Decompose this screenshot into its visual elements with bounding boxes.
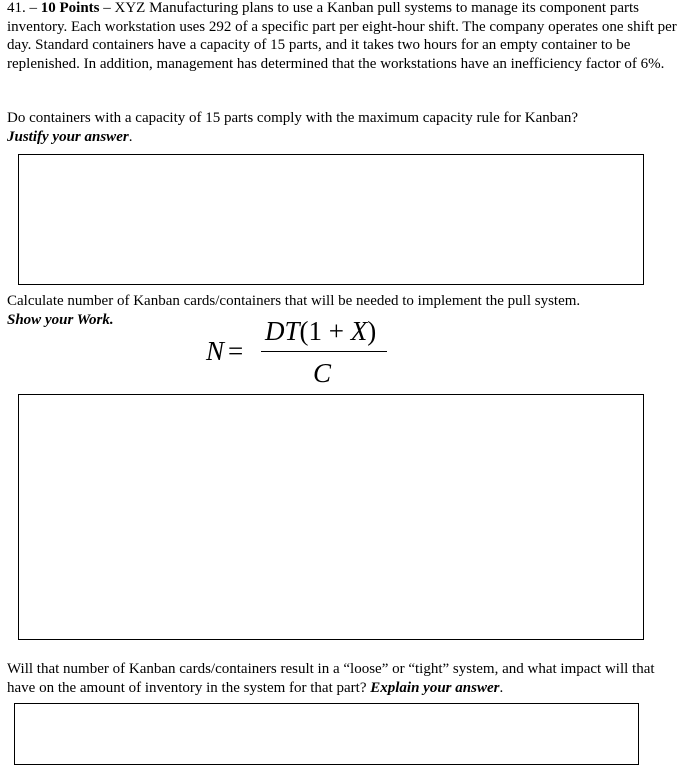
part-a-prompt-block [7, 109, 677, 146]
part-c-prompt: Will that number of Kanban cards/containers result in a “loose” or “tight” system, and what impact will that have on the amount of inventory in the system for that part? [7, 661, 655, 696]
part-c-instruction-period: . [499, 679, 504, 696]
formula-denominator: C [313, 358, 332, 388]
question-intro [7, 0, 677, 73]
part-a-prompt: Do containers with a capacity of 15 parts comply with the maximum capacity rule for Kanban? [7, 110, 579, 126]
formula-paren-close: ) [367, 316, 377, 346]
part-b-instruction: Show your Work. [7, 311, 114, 328]
part-c-prompt-block [7, 660, 677, 697]
formula-equals: = [228, 336, 244, 366]
formula-n: N [206, 336, 225, 366]
question-points: 10 Points [40, 0, 100, 16]
formula-x: X [350, 316, 368, 346]
formula-paren-open: (1 + [299, 316, 351, 346]
part-a-instruction: Justify your answer [7, 128, 129, 145]
part-a-instruction-period: . [128, 128, 133, 145]
answer-box-part-a[interactable] [18, 154, 644, 285]
part-c-instruction: Explain your answer [370, 679, 500, 696]
formula-fraction-bar [261, 351, 387, 352]
formula-lhs [206, 336, 243, 367]
question-text: – XYZ Manufacturing plans to use a Kanban pull systems to manage its component parts inventory. Each workstation uses 292 of a specific part per eight-hour shift. The company operates one shift per day. Standard containers have a capacity of 15 parts, and it takes two hours for an empty container to be replenished. In addition, management has determined that the workstations have an inefficiency factor of 6%. [7, 0, 677, 72]
question-number: 41. – [7, 0, 41, 16]
part-b-prompt: Calculate number of Kanban cards/containers that will be needed to implement the pull system. [7, 293, 581, 309]
answer-box-part-b[interactable] [18, 394, 644, 640]
answer-box-part-c[interactable] [14, 703, 639, 765]
formula-numerator [265, 316, 376, 347]
formula-dt: DT [265, 316, 300, 346]
